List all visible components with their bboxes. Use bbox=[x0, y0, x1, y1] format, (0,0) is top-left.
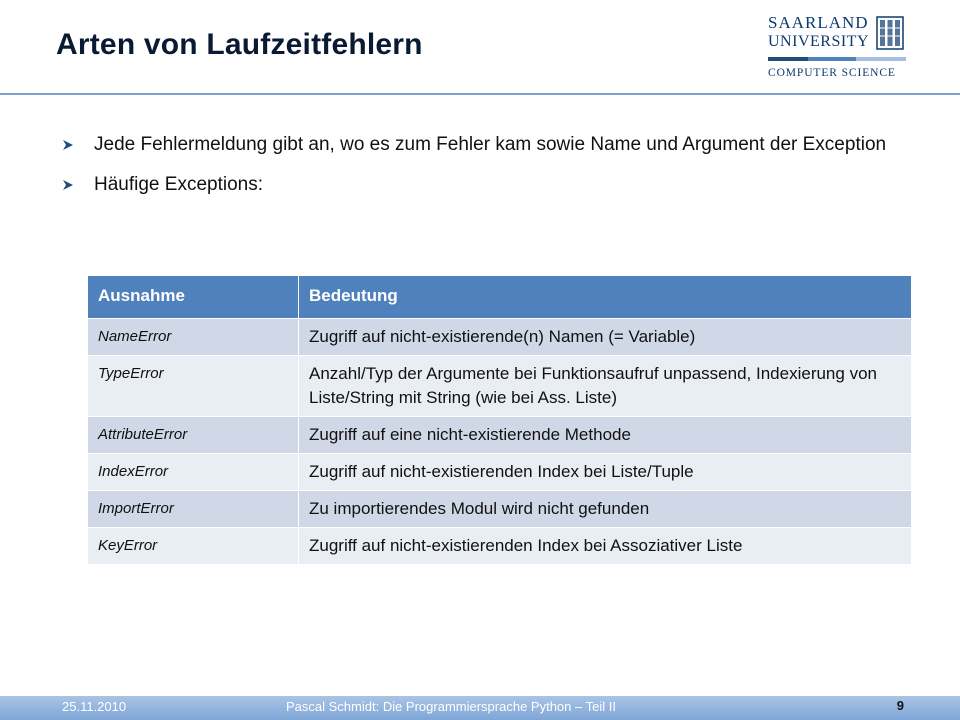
bullet-text: Jede Fehlermeldung gibt an, wo es zum Fehler kam sowie Name und Argument der Exception bbox=[94, 134, 887, 155]
footer-presenter-title: Pascal Schmidt: Die Programmiersprache Python – Teil II bbox=[286, 699, 616, 714]
table-row bbox=[88, 528, 911, 565]
table-row bbox=[88, 319, 911, 356]
arrowhead-bullet-icon bbox=[62, 179, 74, 191]
bullet-item bbox=[62, 132, 908, 158]
exception-meaning-cell: Zu importierendes Modul wird nicht gefunden bbox=[299, 491, 912, 528]
exception-name-cell: ImportError bbox=[88, 491, 299, 528]
exception-meaning-cell: Zugriff auf nicht-existierende(n) Namen (= Variable) bbox=[299, 319, 912, 356]
exception-name-cell: NameError bbox=[88, 319, 299, 356]
table-row bbox=[88, 356, 911, 417]
university-crest-icon bbox=[876, 16, 904, 50]
table-row bbox=[88, 491, 911, 528]
exception-name-cell: AttributeError bbox=[88, 417, 299, 454]
column-header-bedeutung: Bedeutung bbox=[299, 276, 912, 319]
exception-meaning-cell: Anzahl/Typ der Argumente bei Funktionsaufruf unpassend, Indexierung von Liste/String mit String (wie bei Ass. Liste) bbox=[299, 356, 912, 417]
title-divider bbox=[0, 93, 960, 95]
bullet-list bbox=[62, 132, 908, 212]
exception-name-cell: KeyError bbox=[88, 528, 299, 565]
university-logo bbox=[762, 10, 912, 82]
slide-title: Arten von Laufzeitfehlern bbox=[56, 28, 423, 61]
slide-footer bbox=[0, 696, 960, 720]
arrowhead-bullet-icon bbox=[62, 139, 74, 151]
page-number: 9 bbox=[896, 698, 904, 713]
table-row bbox=[88, 417, 911, 454]
logo-line-computer-science: COMPUTER SCIENCE bbox=[768, 67, 896, 79]
footer-date: 25.11.2010 bbox=[62, 699, 127, 714]
exception-meaning-cell: Zugriff auf eine nicht-existierende Methode bbox=[299, 417, 912, 454]
logo-bar-dark bbox=[768, 57, 808, 61]
logo-color-bars bbox=[768, 57, 906, 61]
table-header-row bbox=[88, 276, 911, 319]
bullet-text: Häufige Exceptions: bbox=[94, 174, 263, 195]
logo-bar-light bbox=[856, 57, 906, 61]
logo-bar-mid bbox=[808, 57, 856, 61]
exception-name-cell: TypeError bbox=[88, 356, 299, 417]
logo-line-saarland: SAARLAND bbox=[768, 13, 869, 32]
table-row bbox=[88, 454, 911, 491]
exception-name-cell: IndexError bbox=[88, 454, 299, 491]
column-header-ausnahme: Ausnahme bbox=[88, 276, 299, 319]
exception-meaning-cell: Zugriff auf nicht-existierenden Index bei Assoziativer Liste bbox=[299, 528, 912, 565]
bullet-item bbox=[62, 172, 908, 198]
exceptions-table bbox=[88, 276, 911, 564]
exception-meaning-cell: Zugriff auf nicht-existierenden Index bei Liste/Tuple bbox=[299, 454, 912, 491]
logo-line-university: UNIVERSITY bbox=[768, 33, 869, 50]
